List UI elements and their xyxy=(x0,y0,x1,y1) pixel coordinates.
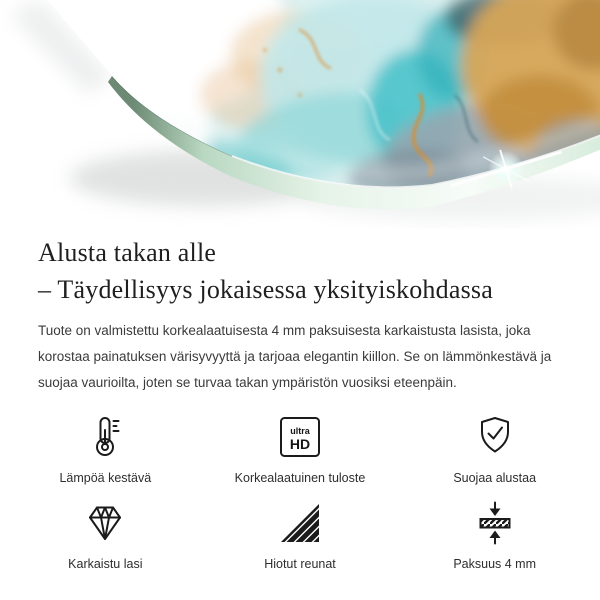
diamond-icon xyxy=(82,500,128,546)
feature-label: Hiotut reunat xyxy=(264,557,336,571)
content-area xyxy=(0,234,600,396)
feature-label: Paksuus 4 mm xyxy=(453,557,536,571)
feature-tempered-glass xyxy=(8,500,203,572)
polished-edges-icon xyxy=(277,500,323,546)
section-title-line1: Alusta takan alle xyxy=(38,238,217,267)
thermometer-icon xyxy=(82,414,128,460)
glass-panel-illustration xyxy=(0,0,600,228)
thickness-icon xyxy=(472,500,518,546)
ultra-hd-icon xyxy=(277,414,323,460)
product-description: Tuote on valmistettu korkealaatuisesta 4 mm paksuisesta karkaistusta lasista, joka korostaa painatuksen värisyvyyttä ja tarjoaa elegantin kiillon. Se on lämmönkestävä ja suojaa vaurioilta, joten se turvaa takan ympäristön vuosiksi eteenpäin. xyxy=(38,323,552,390)
feature-label: Korkealaatuinen tuloste xyxy=(234,471,366,485)
feature-label: Lämpöä kestävä xyxy=(59,471,152,485)
shield-check-icon xyxy=(472,414,518,460)
feature-grid xyxy=(8,414,592,572)
product-photo-glass-panel xyxy=(0,0,600,228)
feature-label: Suojaa alustaa xyxy=(453,471,537,485)
ultra-hd-icon-text-top: ultra xyxy=(290,426,310,436)
feature-ultra-hd-print xyxy=(203,414,398,486)
feature-protects-base xyxy=(397,414,592,486)
feature-heat-resistant xyxy=(8,414,203,486)
feature-thickness xyxy=(397,500,592,572)
section-title-line2: – Täydellisyys jokaisessa yksityiskohdassa xyxy=(38,275,493,304)
ultra-hd-icon-text-bottom: HD xyxy=(289,436,311,452)
section-title xyxy=(38,234,570,308)
feature-label: Karkaistu lasi xyxy=(68,557,143,571)
feature-polished-edges xyxy=(203,500,398,572)
